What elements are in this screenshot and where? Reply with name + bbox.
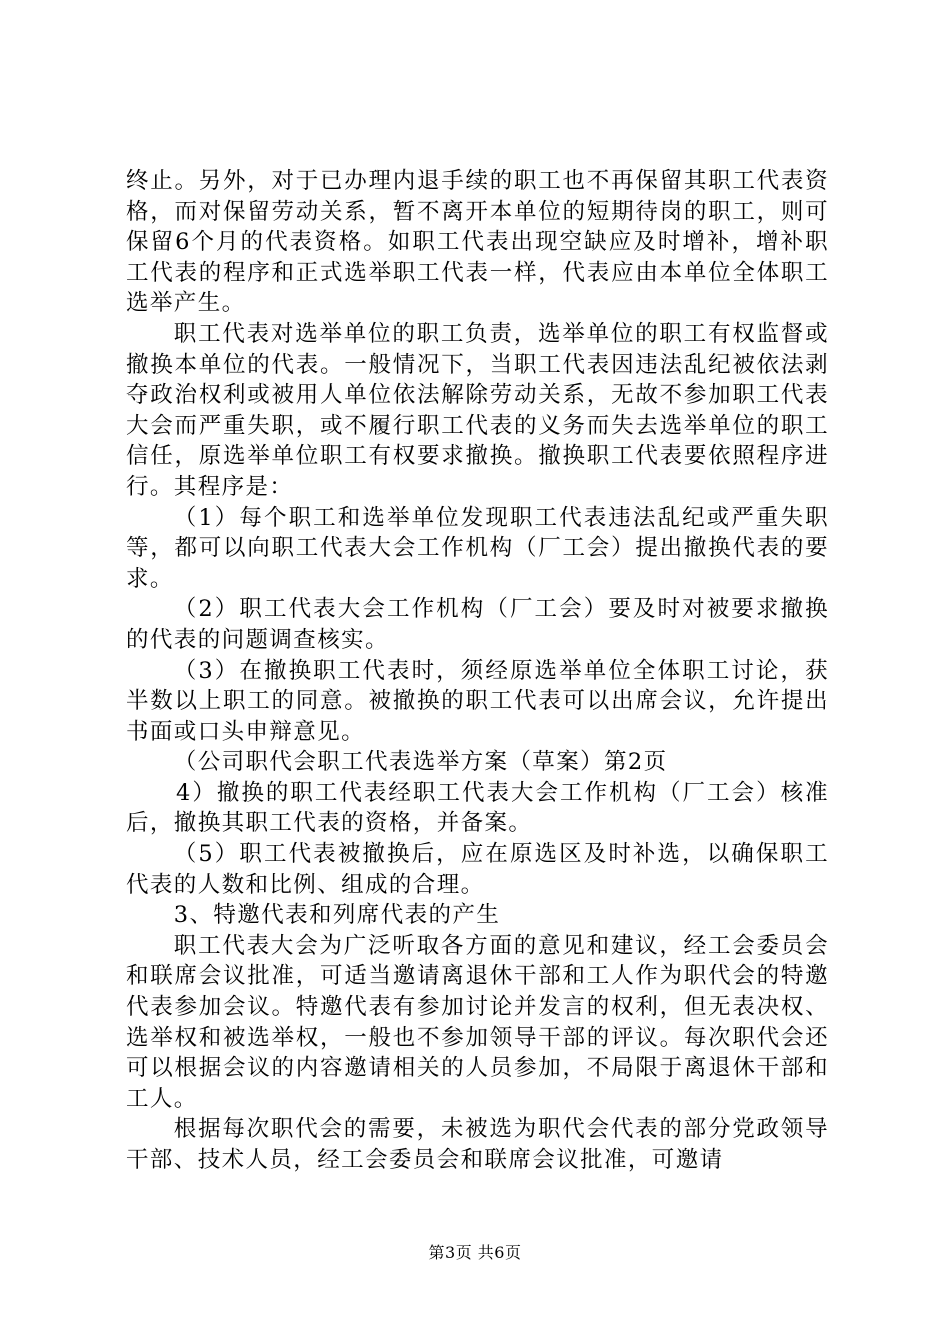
paragraph-8: （5）职工代表被撤换后，应在原选区及时补选，以确保职工代表的人数和比例、组成的合理。 xyxy=(126,841,829,898)
paragraph-5: （3）在撤换职工代表时，须经原选举单位全体职工讨论，获半数以上职工的同意。被撤换的职工代表可以出席会议，允许提出书面或口头申辩意见。 xyxy=(126,657,829,745)
paragraph-9: 3、特邀代表和列席代表的产生 xyxy=(173,902,501,929)
paragraph-1: 终止。另外，对于已办理内退手续的职工也不再保留其职工代表资格，而对保留劳动关系，暂不离开本单位的短期待岗的职工，则可保留6个月的代表资格。如职工代表出现空缺应及时增补，增补职工代表的程序和正式选举职工代表一样，代表应由本单位全体职工选举产生。 xyxy=(126,168,829,317)
paragraph-3: （1）每个职工和选举单位发现职工代表违法乱纪或严重失职等，都可以向职工代表大会工作机构（厂工会）提出撤换代表的要求。 xyxy=(126,504,829,592)
paragraph-7: 4）撤换的职工代表经职工代表大会工作机构（厂工会）核准后，撤换其职工代表的资格，并备案。 xyxy=(126,779,829,837)
paragraph-10: 职工代表大会为广泛听取各方面的意见和建议，经工会委员会和联席会议批准，可适当邀请离退休干部和工人作为职代会的特邀代表参加会议。特邀代表有参加讨论并发言的权利，但无表决权、选举权和被选举权，一般也不参加领导干部的评议。每次职代会还可以根据会议的内容邀请相关的人员参加，不局限于离退休干部和工人。 xyxy=(126,932,829,1112)
page-footer: 第3页 共6页 xyxy=(428,1243,522,1262)
document-body xyxy=(126,166,829,1176)
paragraph-4: （2）职工代表大会工作机构（厂工会）要及时对被要求撤换的代表的问题调查核实。 xyxy=(126,596,829,653)
paragraph-6: （公司职代会职工代表选举方案（草案）第2页 xyxy=(173,749,668,776)
paragraph-2: 职工代表对选举单位的职工负责，选举单位的职工有权监督或撤换本单位的代表。一般情况下，当职工代表因违法乱纪被依法剥夺政治权利或被用人单位依法解除劳动关系，无故不参加职工代表大会而严重失职，或不履行职工代表的义务而失去选举单位的职工信任，原选举单位职工有权要求撤换。撤换职工代表要依照程序进行。其程序是： xyxy=(126,320,829,500)
paragraph-11: 根据每次职代会的需要，未被选为职代会代表的部分党政领导干部、技术人员，经工会委员会和联席会议批准，可邀请 xyxy=(126,1116,829,1173)
